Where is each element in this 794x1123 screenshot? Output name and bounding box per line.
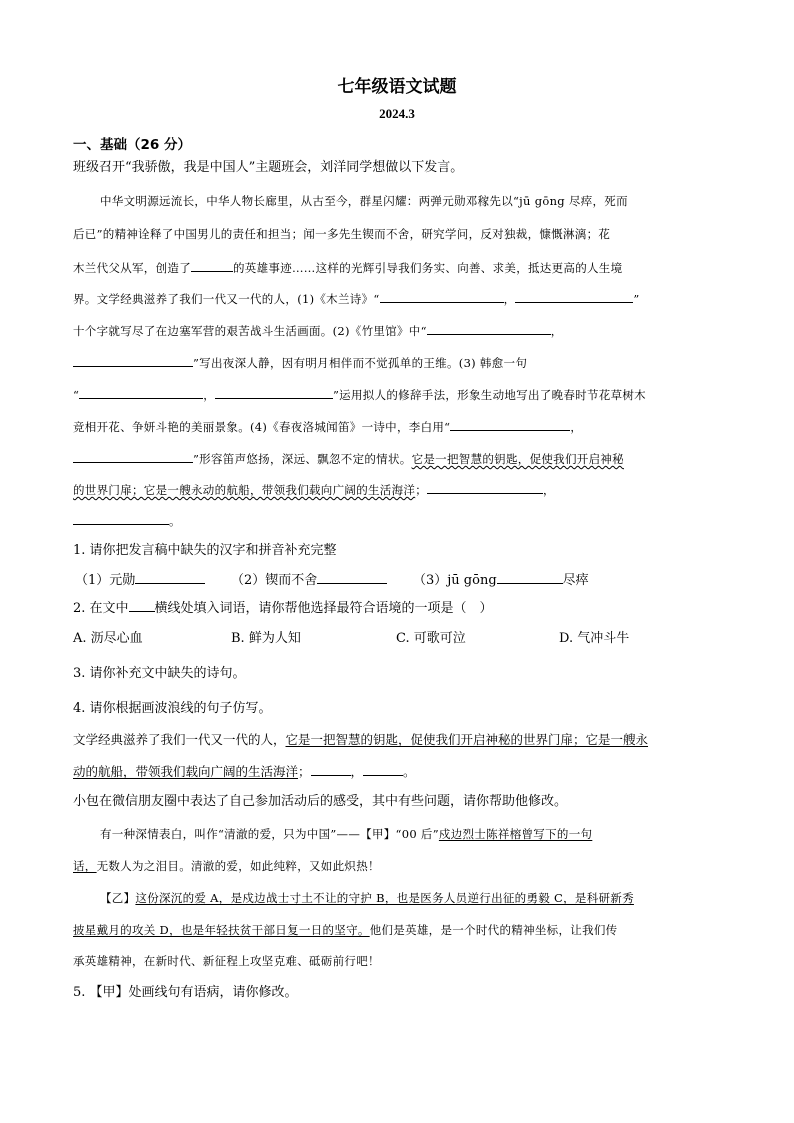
speech-text: ， [203,388,215,402]
underlined-sentence: 它是一把智慧的钥匙，促使我们开启神秘的世界门扉；它是一艘永 [285,732,649,747]
speech-text: ， [503,292,516,306]
question-1-item-a [75,571,205,589]
underlined-sentence: 披星戴月的攻关 D，也是年轻扶贫干部日复一日的坚守。 [73,923,370,937]
section-heading: 一、基础（26 分） [73,137,191,153]
question-1-item-b [231,571,387,589]
fill-blank[interactable] [79,386,203,399]
speech-text: ” [633,292,640,306]
speech-line [73,481,555,498]
item-label: 尽瘁 [562,573,589,588]
question-5-stem: 5. 【甲】处画线句有语病，请你修改。 [73,985,298,1000]
speech-line [73,512,181,529]
fill-blank[interactable] [191,259,233,272]
answer-blank[interactable] [497,571,563,584]
fill-blank[interactable] [73,512,169,525]
activity-note: 小包在微信朋友圈中表达了自己参加活动后的感受，其中有些问题，请你帮助他修改。 [73,794,568,809]
item-label: （2）锲而不舍 [231,573,318,588]
option-b[interactable]: B. 鲜为人知 [231,631,301,646]
speech-line [73,354,527,371]
exam-date: 2024.3 [379,106,415,121]
fill-blank[interactable] [380,290,504,303]
stem-text: 2. 在文中 [73,601,129,616]
speech-text: ， [550,324,563,338]
speech-text: 竞相开花、争妍斗艳的美丽景象。(4)《春夜洛城闻笛》一诗中，李白用“ [73,420,451,434]
paragraph-text: 文学经典滋养了我们一代又一代的人， [73,732,286,747]
stem-text: 横线处填入词语，请你帮他选择最符合语境的一项是（ ） [154,601,493,616]
option-c[interactable]: C. 可歌可泣 [396,631,466,646]
post-line [73,922,618,938]
post-line: 承英雄精神，在新时代、新征程上攻坚克难、砥砺前行吧！ [73,954,380,968]
speech-text: ， [543,483,555,497]
speech-text: 。 [169,514,181,528]
post-line [100,890,634,906]
post-text: 他们是英雄，是一个时代的精神坐标，让我们传 [369,923,618,937]
intro-text: 班级召开“我骄傲，我是中国人”主题班会，刘洋同学想做以下发言。 [73,160,464,175]
fill-blank[interactable] [427,481,543,494]
speech-text: ”运用拟人的修辞手法，形象生动地写出了晚春时节花草树木 [333,388,646,402]
underlined-sentence: 这份深沉的爱 A，是戍边战士寸土不让的守护 B，也是医务人员逆行出征的勇毅 C，是科研新秀 [135,891,634,905]
underlined-sentence: 话， [73,859,97,873]
post-line [73,858,380,874]
speech-text: “ [73,388,80,402]
underlined-sentence: 戍边烈士陈祥榕曾写下的一句 [438,827,593,841]
paragraph-text: 。 [403,764,416,779]
wavy-sentence: 的世界门扉；它是一艘永动的航船，带领我们载向广阔的生活海洋 [73,483,416,497]
question-3-stem: 3. 请你补充文中缺失的诗句。 [73,666,246,681]
item-label: （3）jū gōng [413,573,497,588]
question-2-stem [73,599,493,617]
speech-line [73,450,624,467]
fill-blank[interactable] [450,418,570,431]
question-4-paragraph [73,732,648,748]
speech-line [73,290,640,307]
exam-title: 七年级语文试题 [337,77,457,97]
paragraph-text: ； [298,764,311,779]
speech-line [73,259,622,276]
speech-text: ”形容笛声悠扬，深远、飘忽不定的情状。 [193,452,412,466]
fill-blank[interactable] [427,322,551,335]
wavy-sentence: 它是一把智慧的钥匙，促使我们开启神秘 [411,452,624,466]
fill-blank[interactable] [73,450,193,463]
answer-blank[interactable] [129,599,155,612]
answer-blank[interactable] [317,571,387,584]
speech-text: 的英雄事迹……这样的光辉引导我们务实、向善、求美，抵达更高的人生境 [233,261,623,275]
question-4-paragraph [73,763,416,780]
speech-text: 十个字就写尽了在边塞军营的艰苦战斗生活画面。(2)《竹里馆》中“ [73,324,427,338]
speech-text: 木兰代父从军，创造了 [73,261,191,275]
question-1-stem: 1. 请你把发言稿中缺失的汉字和拼音补充完整 [73,543,337,558]
fill-blank[interactable] [73,354,193,367]
speech-line [73,386,646,403]
question-4-stem: 4. 请你根据画波浪线的句子仿写。 [73,701,272,716]
option-d[interactable]: D. 气冲斗牛 [559,631,630,646]
paragraph-text: ， [350,764,364,779]
fill-blank[interactable] [515,290,633,303]
post-text: 有一种深情表白，叫作“清澈的爱，只为中国”——【甲】“00 后” [100,827,439,841]
speech-text: ； [415,483,428,497]
post-line [100,826,592,842]
answer-blank[interactable] [363,763,403,776]
option-a[interactable]: A. 沥尽心血 [73,631,143,646]
speech-line: 后已”的精神诠释了中国男儿的责任和担当；闻一多先生锲而不舍，研究学问，反对独裁，慷慨淋漓；花 [73,227,611,241]
answer-blank[interactable] [311,763,351,776]
question-1-item-c [413,571,589,589]
speech-text: ”写出夜深人静，因有明月相伴而不觉孤单的王维。(3) 韩愈一句 [193,356,528,370]
item-label: （1）元勋 [75,573,136,588]
answer-blank[interactable] [135,571,205,584]
speech-line [73,418,582,435]
fill-blank[interactable] [215,386,333,399]
speech-line: 中华文明源远流长，中华人物长廊里，从古至今，群星闪耀：两弹元勋邓稼先以“jū gōng 尽瘁，死而 [100,194,628,208]
speech-text: ， [570,420,583,434]
post-marker: 【乙】 [100,891,136,905]
post-text: 无数人为之泪目。清澈的爱，如此纯粹，又如此炽热！ [96,859,380,873]
underlined-sentence: 动的航船，带领我们载向广阔的生活海洋 [73,764,299,779]
speech-text: 界。文学经典滋养了我们一代又一代的人，(1)《木兰诗》“ [73,292,380,306]
speech-line [73,322,563,339]
